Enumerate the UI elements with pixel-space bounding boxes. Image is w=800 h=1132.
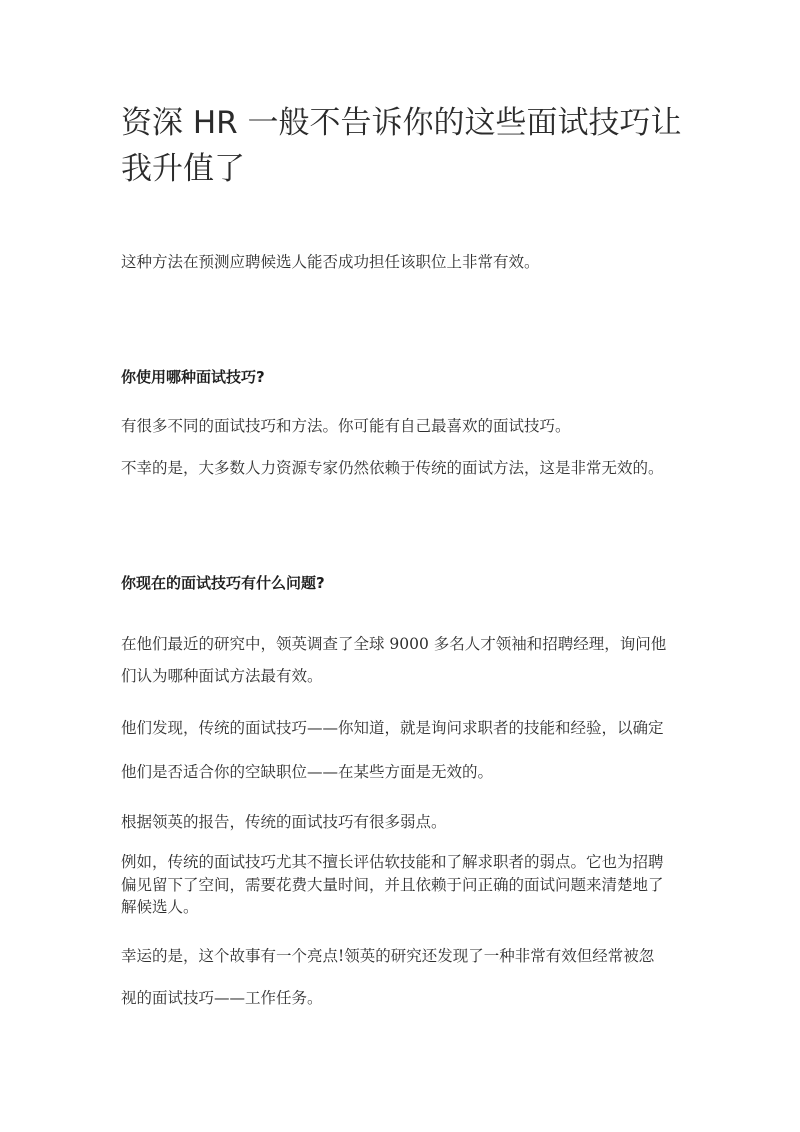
section2-paragraph-2-line-1: 他们发现，传统的面试技巧——你知道，就是询问求职者的技能和经验，以确定 xyxy=(121,719,664,737)
section2-paragraph-1-line-1: 在他们最近的研究中，领英调查了全球 9000 多名人才领袖和招聘经理，询问他 xyxy=(121,635,667,653)
section2-paragraph-2-line-2: 他们是否适合你的空缺职位——在某些方面是无效的。 xyxy=(121,763,494,781)
document-title xyxy=(121,100,701,192)
section2-paragraph-1-line-2: 们认为哪种面试方法最有效。 xyxy=(121,667,323,685)
section1-heading: 你使用哪种面试技巧? xyxy=(121,368,265,386)
title-line-2: 我升值了 xyxy=(121,151,245,187)
section2-heading: 你现在的面试技巧有什么问题? xyxy=(121,574,325,592)
section2-paragraph-4-line-2: 偏见留下了空间，需要花费大量时间，并且依赖于问正确的面试问题来清楚地了 xyxy=(121,876,664,894)
section1-paragraph-2: 不幸的是，大多数人力资源专家仍然依赖于传统的面试方法，这是非常无效的。 xyxy=(121,459,664,477)
section1-paragraph-1: 有很多不同的面试技巧和方法。你可能有自己最喜欢的面试技巧。 xyxy=(121,417,571,435)
section2-paragraph-5-line-1: 幸运的是，这个故事有一个亮点!领英的研究还发现了一种非常有效但经常被忽 xyxy=(121,947,655,965)
intro-paragraph: 这种方法在预测应聘候选人能否成功担任该职位上非常有效。 xyxy=(121,253,540,271)
section2-paragraph-4-line-1: 例如，传统的面试技巧尤其不擅长评估软技能和了解求职者的弱点。它也为招聘 xyxy=(121,853,664,871)
section2-paragraph-5-line-2: 视的面试技巧——工作任务。 xyxy=(121,989,323,1007)
title-line-1: 资深 HR 一般不告诉你的这些面试技巧让 xyxy=(121,105,682,141)
section2-paragraph-4-line-3: 解候选人。 xyxy=(121,898,199,916)
section2-paragraph-3: 根据领英的报告，传统的面试技巧有很多弱点。 xyxy=(121,813,447,831)
